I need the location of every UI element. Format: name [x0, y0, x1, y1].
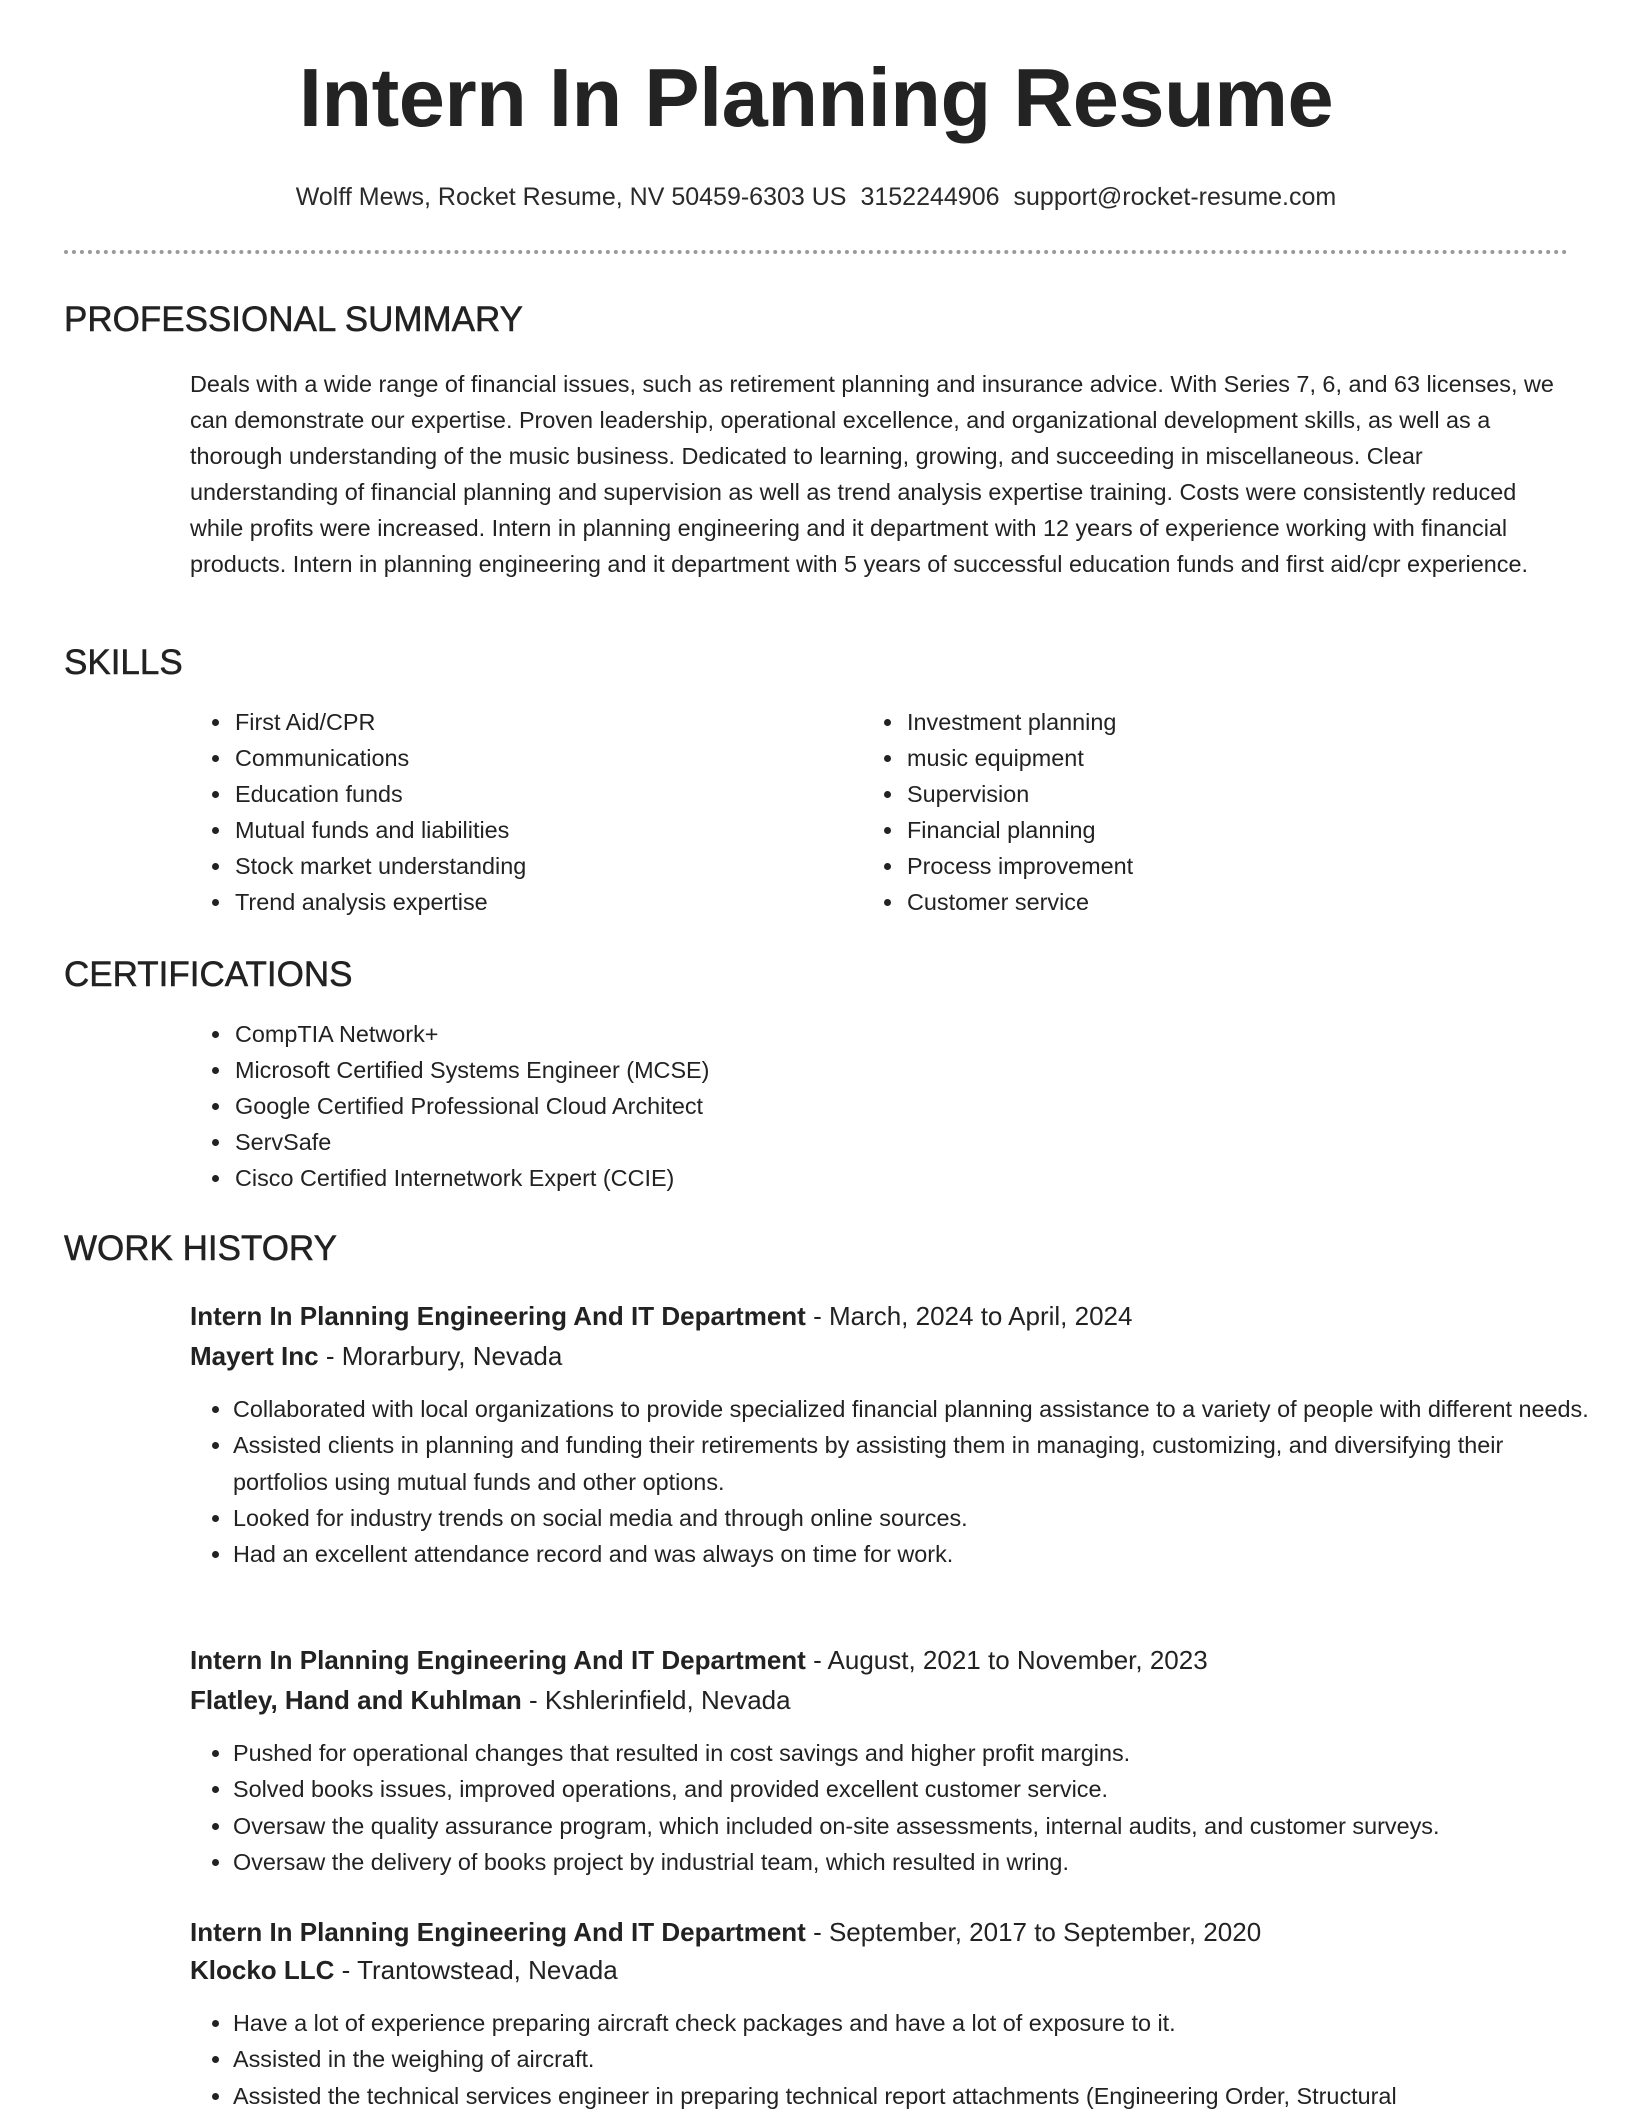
job-location: - Trantowstead, Nevada [334, 1955, 618, 1985]
job-location: - Morarbury, Nevada [318, 1341, 563, 1371]
list-item: • Process improvement [905, 848, 1505, 884]
work-history-heading: WORK HISTORY [64, 1229, 337, 1268]
job-title-line [190, 1913, 1261, 1951]
list-item: • Oversaw the delivery of books project by industrial team, which resulted in wring. [233, 1844, 1593, 1880]
list-item: • Trend analysis expertise [233, 884, 833, 920]
resume-title: Intern In Planning Resume [298, 51, 1334, 144]
job-company-line [190, 1681, 791, 1719]
job-dates: - March, 2024 to April, 2024 [805, 1301, 1133, 1331]
job-title: Intern In Planning Engineering And IT Department [190, 1917, 806, 1947]
list-item: • Mutual funds and liabilities [233, 812, 833, 848]
job-company: Klocko LLC [190, 1955, 335, 1985]
summary-text: Deals with a wide range of financial issues, such as retirement planning and insurance advice. With Series 7, 6, and 63 licenses, we can demonstrate our expertise. Proven leadership, operational excellence, and organizational development skills, as well as a thorough understanding of the music business. Dedicated to learning, growing, and succeeding in miscellaneous. Clear understanding of financial planning and supervision as well as trend analysis expertise training. Costs were consistently reduced while profits were increased. Intern in planning engineering and it department with 12 years of experience working with financial products. Intern in planning engineering and it department with 5 years of successful education funds and first aid/cpr experience. [190, 371, 1554, 577]
job-title: Intern In Planning Engineering And IT Department [190, 1645, 806, 1675]
skills-heading: SKILLS [64, 643, 183, 682]
list-item: • Assisted in the weighing of aircraft. [233, 2041, 1593, 2077]
list-item: • music equipment [905, 740, 1505, 776]
contact-line [0, 183, 1632, 212]
list-item: • Stock market understanding [233, 848, 833, 884]
job-company-line [190, 1951, 618, 1989]
skills-list-right [862, 704, 1505, 920]
list-item: • Oversaw the quality assurance program, which included on-site assessments, internal audits, and customer surveys. [233, 1808, 1593, 1844]
job-company-line [190, 1337, 562, 1375]
header-divider [64, 250, 1568, 254]
list-item: • Supervision [905, 776, 1505, 812]
job-bullets [190, 1391, 1593, 1572]
job-title: Intern In Planning Engineering And IT Department [190, 1301, 806, 1331]
list-item: • Have a lot of experience preparing aircraft check packages and have a lot of exposure to it. [233, 2005, 1593, 2041]
job-company: Mayert Inc [190, 1341, 319, 1371]
list-item: • CompTIA Network+ [233, 1016, 1133, 1052]
list-item: • Google Certified Professional Cloud Architect [233, 1088, 1133, 1124]
contact-address: Wolff Mews, Rocket Resume, NV 50459-6303 US [295, 183, 847, 211]
job-company: Flatley, Hand and Kuhlman [190, 1685, 522, 1715]
list-item: • Solved books issues, improved operations, and provided excellent customer service. [233, 1771, 1593, 1807]
list-item: • Had an excellent attendance record and was always on time for work. [233, 1536, 1593, 1572]
list-item: • Collaborated with local organizations to provide specialized financial planning assistance to a variety of people with different needs. [233, 1391, 1593, 1427]
job-bullets [190, 1735, 1593, 1880]
list-item: • Pushed for operational changes that resulted in cost savings and higher profit margins. [233, 1735, 1593, 1771]
list-item: • Cisco Certified Internetwork Expert (CCIE) [233, 1160, 1133, 1196]
list-item: • Education funds [233, 776, 833, 812]
job-dates: - September, 2017 to September, 2020 [805, 1917, 1262, 1947]
list-item: • Customer service [905, 884, 1505, 920]
list-item: • Financial planning [905, 812, 1505, 848]
certifications-heading: CERTIFICATIONS [64, 955, 353, 994]
job-dates: - August, 2021 to November, 2023 [805, 1645, 1208, 1675]
job-bullets [190, 2005, 1593, 2112]
contact-phone: 3152244906 [860, 183, 1000, 211]
job-title-line [190, 1641, 1208, 1679]
job-title-line [190, 1297, 1132, 1335]
list-item: • First Aid/CPR [233, 704, 833, 740]
list-item: • ServSafe [233, 1124, 1133, 1160]
list-item: • Communications [233, 740, 833, 776]
list-item: • Assisted the technical services engineer in preparing technical report attachments (Engineering Order, Structural [233, 2078, 1593, 2112]
summary-heading: PROFESSIONAL SUMMARY [64, 300, 523, 339]
list-item: • Investment planning [905, 704, 1505, 740]
list-item: • Looked for industry trends on social media and through online sources. [233, 1500, 1593, 1536]
skills-list-left [190, 704, 833, 920]
certifications-list [190, 1016, 1133, 1196]
list-item: • Microsoft Certified Systems Engineer (MCSE) [233, 1052, 1133, 1088]
contact-email: support@rocket-resume.com [1013, 183, 1337, 211]
list-item: • Assisted clients in planning and funding their retirements by assisting them in managing, customizing, and diversifying their portfolios using mutual funds and other options. [233, 1427, 1593, 1500]
job-location: - Kshlerinfield, Nevada [521, 1685, 791, 1715]
